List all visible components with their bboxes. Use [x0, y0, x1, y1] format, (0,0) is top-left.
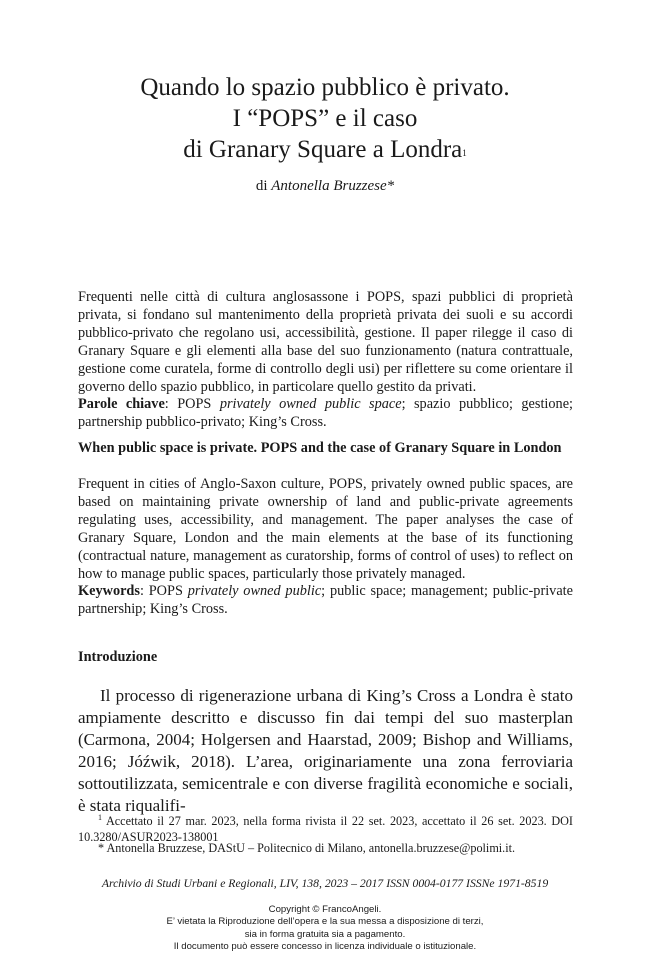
title-line-3-text: di Granary Square a Londra — [183, 136, 463, 163]
footnote-1 — [78, 810, 573, 845]
section-body: Il processo di rigenerazione urbana di King’s Cross a Londra è stato ampiamente descritto e discusso fin dai tempi del suo masterplan (Carmona, 2004; Holgersen and Haarstad, 2009; Bishop and Williams, 2016; Jóźwik, 2018). L’area, originariamente una zona ferroviaria sottoutilizzata, semicentrale e con diverse fragilità economiche e sociali, è stata riqualifi- — [78, 686, 573, 815]
abstract-italian-text: Frequenti nelle città di cultura anglosassone i POPS, spazi pubblici di proprietà privata, si fondano sul mantenimento della proprietà privata dei suoli e su accordi pubblico-privato che regolano usi, accessibilità, gestione. Il paper rilegge il caso di Granary Square e gli elementi alla base del suo funzionamento (natura contrattuale, gestione come curatela, forme di controllo degli usi) per riflettere su come orientare il governo dello spazio pubblico, in particolare quello gestito da privati. — [78, 289, 573, 395]
keywords-italian-italic: privately owned public space — [219, 396, 402, 413]
copyright-line-2: E’ vietata la Riproduzione dell’opera e la sua messa a disposizione di terzi, — [166, 916, 484, 928]
abstract-english-text: Frequent in cities of Anglo-Saxon culture, POPS, privately owned public spaces, are based on maintaining private ownership of land and public-private agreements regulating uses, accessibility, and management. The paper analyses the case of Granary Square, London and the main elements at the base of its functioning (contractual nature, management as curatorship, forms of control of uses) to reflect on how to manage public spaces, particularly those privately managed. — [78, 476, 573, 582]
title-line-3 — [0, 134, 650, 165]
abstract-english — [78, 476, 573, 619]
keywords-english-post: ; public space; management; public-private partnership; King’s Cross. — [78, 583, 573, 618]
footnote-1-mark: 1 — [98, 813, 102, 822]
byline — [0, 178, 650, 195]
copyright-line-4: Il documento può essere concesso in licenza individuale o istituzionale. — [173, 940, 477, 952]
keywords-italian-label: Parole chiave — [78, 396, 165, 413]
keywords-italian-post: ; spazio pubblico; gestione; partnership pubblico-privato; King’s Cross. — [78, 396, 574, 431]
article-title — [0, 72, 650, 165]
footnote-2-mark: * — [98, 841, 105, 855]
keywords-italian-pre: : POPS — [164, 396, 220, 413]
copyright-line-3: sia in forma gratuita sia a pagamento. — [244, 928, 406, 940]
footnote-2-text: Antonella Bruzzese, DAStU – Politecnico di Milano, antonella.bruzzese@polimi.it. — [106, 841, 516, 855]
copyright-notice — [0, 904, 650, 953]
keywords-english-label: Keywords — [78, 583, 140, 600]
keywords-english — [78, 583, 573, 617]
keywords-english-italic: privately owned public — [187, 583, 322, 600]
keywords-english-pre: : POPS — [139, 583, 188, 600]
abstract-italian — [78, 289, 573, 432]
title-line-2: I “POPS” e il caso — [232, 105, 418, 132]
abstract-english-heading: When public space is private. POPS and the case of Granary Square in London — [78, 440, 562, 456]
keywords-italian — [78, 396, 573, 430]
footnote-1-text: Accettato il 27 mar. 2023, nella forma rivista il 22 set. 2023, accettato il 26 set. 2023. DOI 10.3280/ASUR2023-138001 — [78, 814, 573, 844]
byline-prefix: di — [255, 178, 268, 194]
title-line-1: Quando lo spazio pubblico è privato. — [140, 74, 510, 101]
journal-citation: Archivio di Studi Urbani e Regionali, LIV, 138, 2023 – 2017 ISSN 0004-0177 ISSNe 1971-8519 — [101, 877, 549, 890]
copyright-line-1: Copyright © FrancoAngeli. — [268, 904, 382, 915]
footnote-2 — [78, 841, 573, 857]
title-footnote-mark: 1 — [462, 148, 467, 158]
author-name: Antonella Bruzzese* — [271, 178, 395, 194]
section-heading: Introduzione — [78, 649, 158, 665]
